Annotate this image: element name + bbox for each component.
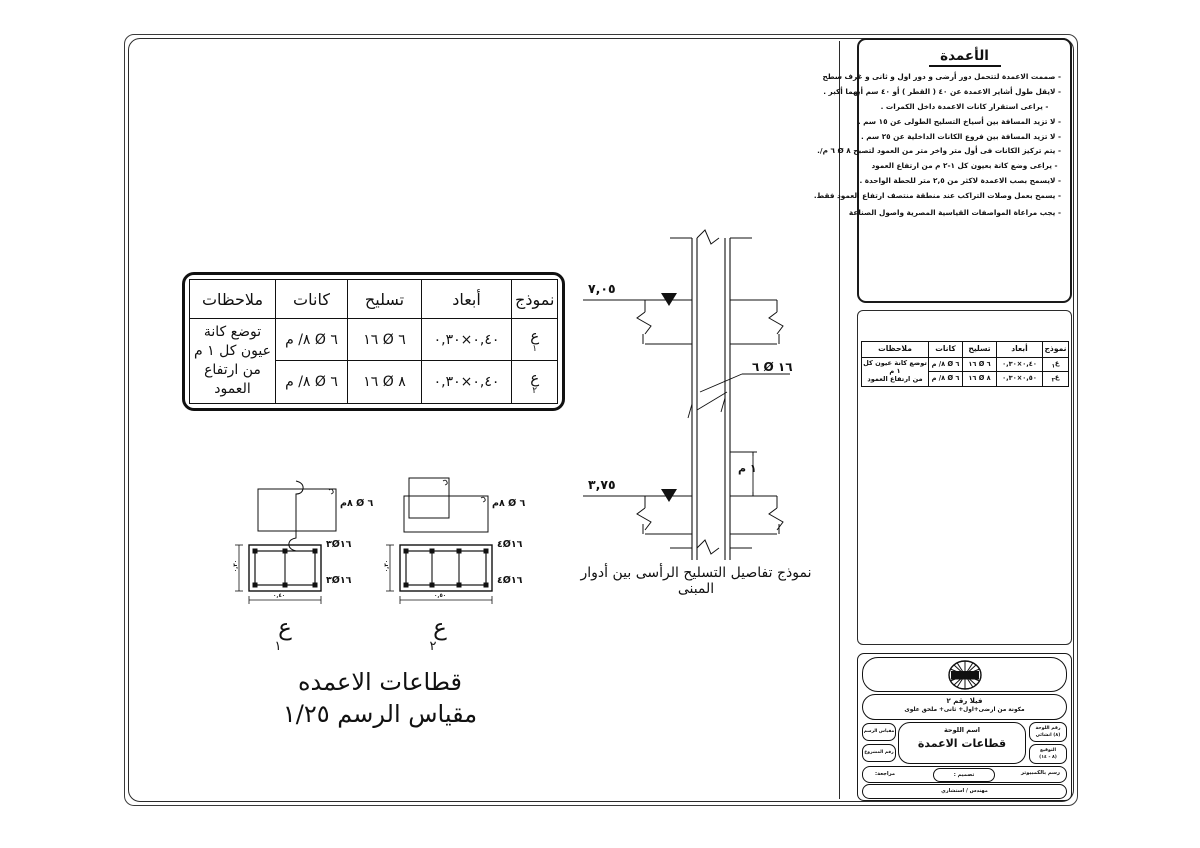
note-line-4: - لا تزيد المسافة بين أسياخ التسليح الطولى عن ١٥ سم .: [857, 116, 1061, 126]
right-rebar-top-label: ٤Ø١٦: [497, 539, 523, 550]
drawing-name-label: اسم اللوحة: [943, 726, 980, 734]
notes-title-underline: [929, 65, 1001, 67]
right-dim-width-label: ٠,٥٠: [434, 593, 447, 599]
mini-cell-stirrups-1: ٦ Ø ٨/ م: [929, 357, 963, 372]
title-block-left-cells: [862, 722, 896, 764]
signature-value: (٨ - ١٤): [1039, 754, 1057, 760]
th-reinforcement: تسليح: [348, 280, 422, 319]
note-line-2: - لايقل طول أشاير الاعمدة عن ٤٠ ( القطر ) أو ٤٠ سم أيهما أكبر .: [823, 86, 1061, 96]
mini-th-stirrups: كانات: [929, 342, 963, 358]
mini-model-sub-2: ٢: [1051, 377, 1055, 384]
cad-label: رسم بالكمبيوتر: [1021, 770, 1060, 776]
cell-dims-1: ٠,٤٠×٠,٣٠: [422, 319, 512, 361]
title-block-right-cells: [1029, 722, 1067, 764]
sheet-number-cell: [1029, 722, 1067, 742]
note-line-1: - صممت الاعمدة لتتحمل دور أرضى و دور اول و ثانى و غرف سطح: [822, 72, 1061, 81]
drawing-scale: مقياس الرسم ١/٢٥: [282, 700, 478, 728]
mini-table-row: [862, 357, 1069, 372]
sheet-number-label: رقم اللوحة: [1035, 726, 1061, 731]
note-line-5: - لا تزيد المسافة بين فروع الكانات الداخلية عن ٢٥ سم .: [860, 131, 1061, 141]
note-line-10: - يجب مراعاة المواصفات القياسية المصرية واصول الصناعة: [848, 208, 1061, 218]
mini-cell-model-2: [1043, 372, 1069, 387]
note-line-8: - لايسمح بصب الاعمدة لاكثر من ٢,٥ متر للحطة الواحدة .: [859, 176, 1061, 186]
mini-model-main-2: ع: [1054, 373, 1060, 382]
notes-panel: [813, 38, 1072, 303]
splice-length-label: ١ م: [738, 462, 757, 475]
th-model: نموذج: [512, 280, 558, 319]
model-sub-1: ١: [532, 343, 538, 354]
remark-line-1: توضع كانة عيون كل ١ م: [194, 324, 271, 359]
mini-remark-l2: من ارتفاع العمود: [867, 374, 923, 383]
mini-cell-dims-1: ٠,٤٠×٠,٣٠: [997, 357, 1043, 372]
mini-cell-model-1: [1043, 357, 1069, 372]
mini-cell-dims-2: ٠,٥٠×٠,٣٠: [997, 372, 1043, 387]
left-stirrup-label: ٦ Ø ٨م: [340, 498, 374, 509]
left-dim-height-label: ٠,٣٠: [233, 559, 240, 573]
mini-remark-l1: توضع كانة عيون كل ١ م: [863, 359, 927, 376]
level-label-top: ٧,٠٥: [588, 281, 616, 296]
left-rebar-top-label: ٣Ø١٦: [326, 539, 352, 550]
right-section-name: ع: [433, 615, 447, 641]
cell-reinf-2: ٨ Ø ١٦: [348, 361, 422, 403]
drawing-name-box: [898, 722, 1026, 764]
th-stirrups: كانات: [276, 280, 348, 319]
right-section-subname: ٢: [429, 639, 437, 654]
villa-name: فيلا رقم ٢: [946, 697, 983, 705]
seal-emblem-icon: [948, 660, 982, 691]
mini-cell-stirrups-2: ٦ Ø ٨/ م: [929, 372, 963, 387]
table-header-row: [190, 280, 558, 319]
notes-title: الأعمدة: [940, 48, 989, 64]
right-dim-height-label: ٠,٣٠: [384, 559, 391, 573]
note-line-3: - يراعى استقرار كانات الاعمدة داخل الكمرات .: [880, 101, 1049, 111]
signature-cell: [1029, 744, 1067, 764]
review-label: مراجعة:: [875, 771, 896, 777]
mini-cell-reinf-2: ٨ Ø ١٦: [963, 372, 997, 387]
cell-model-1: [512, 319, 558, 361]
column-schedule-table: [182, 272, 565, 411]
title-block-logo-row: [862, 657, 1067, 692]
model-sub-2: ٢: [532, 385, 538, 396]
left-section-subname: ١: [274, 639, 282, 654]
level-label-bottom: ٣,٧٥: [588, 477, 616, 492]
left-rebar-bottom-label: ٣Ø١٦: [326, 575, 352, 586]
title-block-sign-row: [862, 766, 1067, 783]
left-dim-width-label: ٠,٤٠: [273, 593, 286, 599]
title-block: [857, 653, 1072, 801]
mini-model-sub-1: ١: [1051, 363, 1055, 370]
title-block-middle: [862, 722, 1067, 764]
title-block-villa-row: [862, 694, 1067, 720]
mini-table-header-row: [862, 342, 1069, 358]
cell-model-2: [512, 361, 558, 403]
mini-schedule-table: [862, 341, 1069, 387]
mini-cell-remarks: [862, 357, 929, 386]
mini-cell-reinf-1: ٦ Ø ١٦: [963, 357, 997, 372]
title-block-footer: مهندس / استشاري: [862, 784, 1067, 799]
cell-stirrups-1: ٦ Ø ٨/ م: [276, 319, 348, 361]
mini-th-dims: أبعاد: [997, 342, 1043, 358]
model-main-1: ع: [530, 326, 540, 345]
drawing-name-value: قطاعات الاعمدة: [917, 737, 1007, 750]
mini-th-reinf: تسليح: [963, 342, 997, 358]
project-number-cell: رقم المشروع: [862, 744, 896, 762]
villa-description: مكونة من ارضى+اول+ ثانى+ ملحق علوى: [904, 706, 1025, 713]
mini-th-model: نموذج: [1043, 342, 1069, 358]
right-stirrup-label: ٦ Ø ٨م: [492, 498, 526, 509]
table-row: [190, 319, 558, 361]
model-main-2: ع: [530, 368, 540, 387]
cell-remarks: [190, 319, 276, 404]
mini-th-remarks: ملاحظات: [862, 342, 929, 358]
note-line-9: - يسمح بعمل وصلات التراكب عند منطقة منتصف ارتفاع العمود فقط.: [813, 191, 1061, 201]
signature-label: التوقيع: [1039, 748, 1057, 753]
note-line-6: - يتم تركيز الكانات فى أول متر واخر متر من العمود لتصبح ٨ Ø ٦ م/.: [817, 146, 1061, 156]
th-dims: أبعاد: [422, 280, 512, 319]
note-line-7: - يراعى وضع كانة بعيون كل ١-٢ م من ارتفاع العمود: [871, 161, 1058, 171]
right-rebar-bottom-label: ٤Ø١٦: [497, 575, 523, 586]
remark-line-2: من ارتفاع العمود: [204, 361, 261, 397]
th-remarks: ملاحظات: [190, 280, 276, 319]
scale-cell: مقياس الرسم: [862, 723, 896, 741]
design-label: تصميم :: [933, 768, 995, 782]
left-section-name: ع: [278, 615, 292, 641]
cell-reinf-1: ٦ Ø ١٦: [348, 319, 422, 361]
center-rebar-label: ١٦ Ø ٦: [752, 360, 793, 374]
sheet-number-value: (٨) انشائي: [1035, 732, 1061, 738]
page-title: قطاعات الاعمده: [297, 668, 463, 696]
cell-dims-2: ٠,٤٠×٠,٣٠: [422, 361, 512, 403]
detail-caption: نموذج تفاصيل التسليح الرأسى بين أدوار المبنى: [580, 565, 812, 597]
cell-stirrups-2: ٦ Ø ٨/ م: [276, 361, 348, 403]
mini-model-main-1: ع: [1054, 358, 1060, 367]
